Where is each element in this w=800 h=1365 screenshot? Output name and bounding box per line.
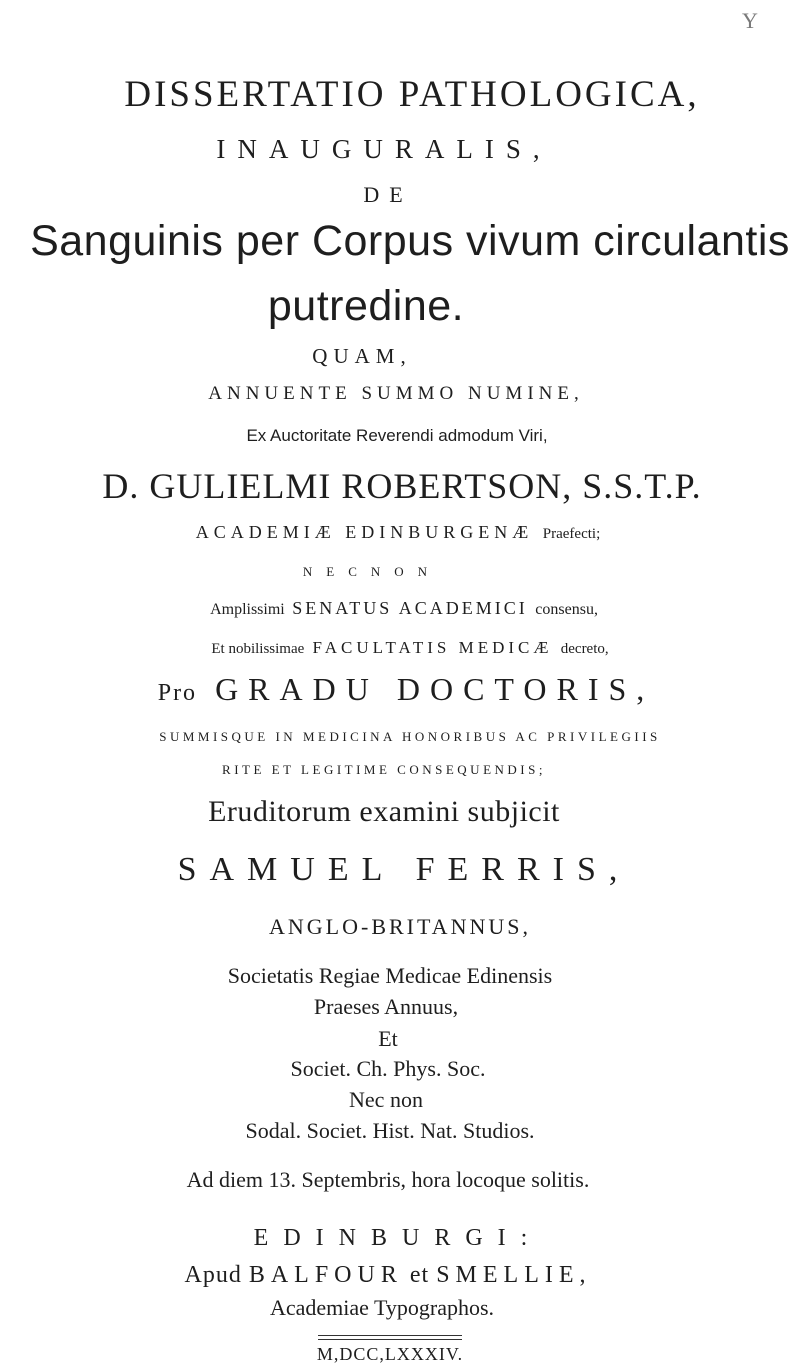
apud-et: et xyxy=(409,1262,430,1289)
senatus-main: SENATUS ACADEMICI xyxy=(292,598,528,619)
senatus-line xyxy=(4,598,800,619)
rector-name: D. GULIELMI ROBERTSON, S.S.T.P. xyxy=(102,465,702,506)
eruditorum-line: Eruditorum examini subjicit xyxy=(208,794,560,828)
de-heading: DE xyxy=(363,182,413,208)
corner-mark: Y xyxy=(742,8,758,33)
subject-line-1: Sanguinis per Corpus vivum circulantis xyxy=(30,216,790,265)
divider-rule xyxy=(318,1335,462,1336)
senatus-tail: consensu, xyxy=(535,601,598,619)
gradu-main: GRADU DOCTORIS, xyxy=(215,671,655,708)
academiae-main: ACADEMIÆ EDINBURGENÆ xyxy=(195,521,534,542)
ad-diem-line: Ad diem 13. Septembris, hora locoque solitis. xyxy=(186,1166,590,1192)
academiae-line xyxy=(0,522,798,543)
printer-name-1: BALFOUR xyxy=(248,1262,403,1289)
facultatis-tail: decreto, xyxy=(560,640,609,657)
society-line: Et xyxy=(378,1025,398,1051)
society-line: Societ. Ch. Phys. Soc. xyxy=(290,1056,486,1082)
society-line: Praeses Annuus, xyxy=(313,993,459,1019)
typographos-line: Academiae Typographos. xyxy=(269,1294,495,1320)
dissertation-title: DISSERTATIO PATHOLOGICA, xyxy=(124,73,700,115)
divider-rule xyxy=(318,1339,462,1340)
society-line: Societatis Regiae Medicae Edinensis xyxy=(227,962,553,988)
rite-line: RITE ET LEGITIME CONSEQUENDIS; xyxy=(222,761,546,777)
society-line: Sodal. Societ. Hist. Nat. Studios. xyxy=(245,1118,535,1144)
ex-auctoritate-line: Ex Auctoritate Reverendi admodum Viri, xyxy=(246,426,548,446)
printer-name-2: SMELLIE, xyxy=(436,1262,592,1289)
senatus-head: Amplissimi xyxy=(210,601,285,619)
summisque-line: SUMMISQUE IN MEDICINA HONORIBUS AC PRIVILEGIIS xyxy=(159,729,661,745)
gradu-pro: Pro xyxy=(157,680,198,707)
city-line: EDINBURGI: xyxy=(253,1224,543,1251)
annuente-line: ANNUENTE SUMMO NUMINE, xyxy=(208,383,584,405)
necnon-line: NECNON xyxy=(302,563,442,579)
dissertation-subtitle: INAUGURALIS, xyxy=(216,133,552,164)
publication-date: M,DCC,LXXXIV. xyxy=(316,1344,464,1365)
quam-line: QUAM, xyxy=(312,344,412,369)
facultatis-main: FACULTATIS MEDICÆ xyxy=(312,637,553,657)
facultatis-head: Et nobilissimae xyxy=(211,640,305,657)
subject-line-2: putredine. xyxy=(267,282,465,331)
author-name: SAMUEL FERRIS, xyxy=(177,850,631,888)
apud-head: Apud xyxy=(184,1262,242,1289)
facultatis-line xyxy=(10,638,800,658)
academiae-tail: Praefecti; xyxy=(542,525,601,542)
printer-line xyxy=(0,1262,788,1289)
author-nationality: ANGLO-BRITANNUS, xyxy=(269,914,531,940)
gradu-line xyxy=(6,671,800,708)
society-line: Nec non xyxy=(349,1087,423,1113)
